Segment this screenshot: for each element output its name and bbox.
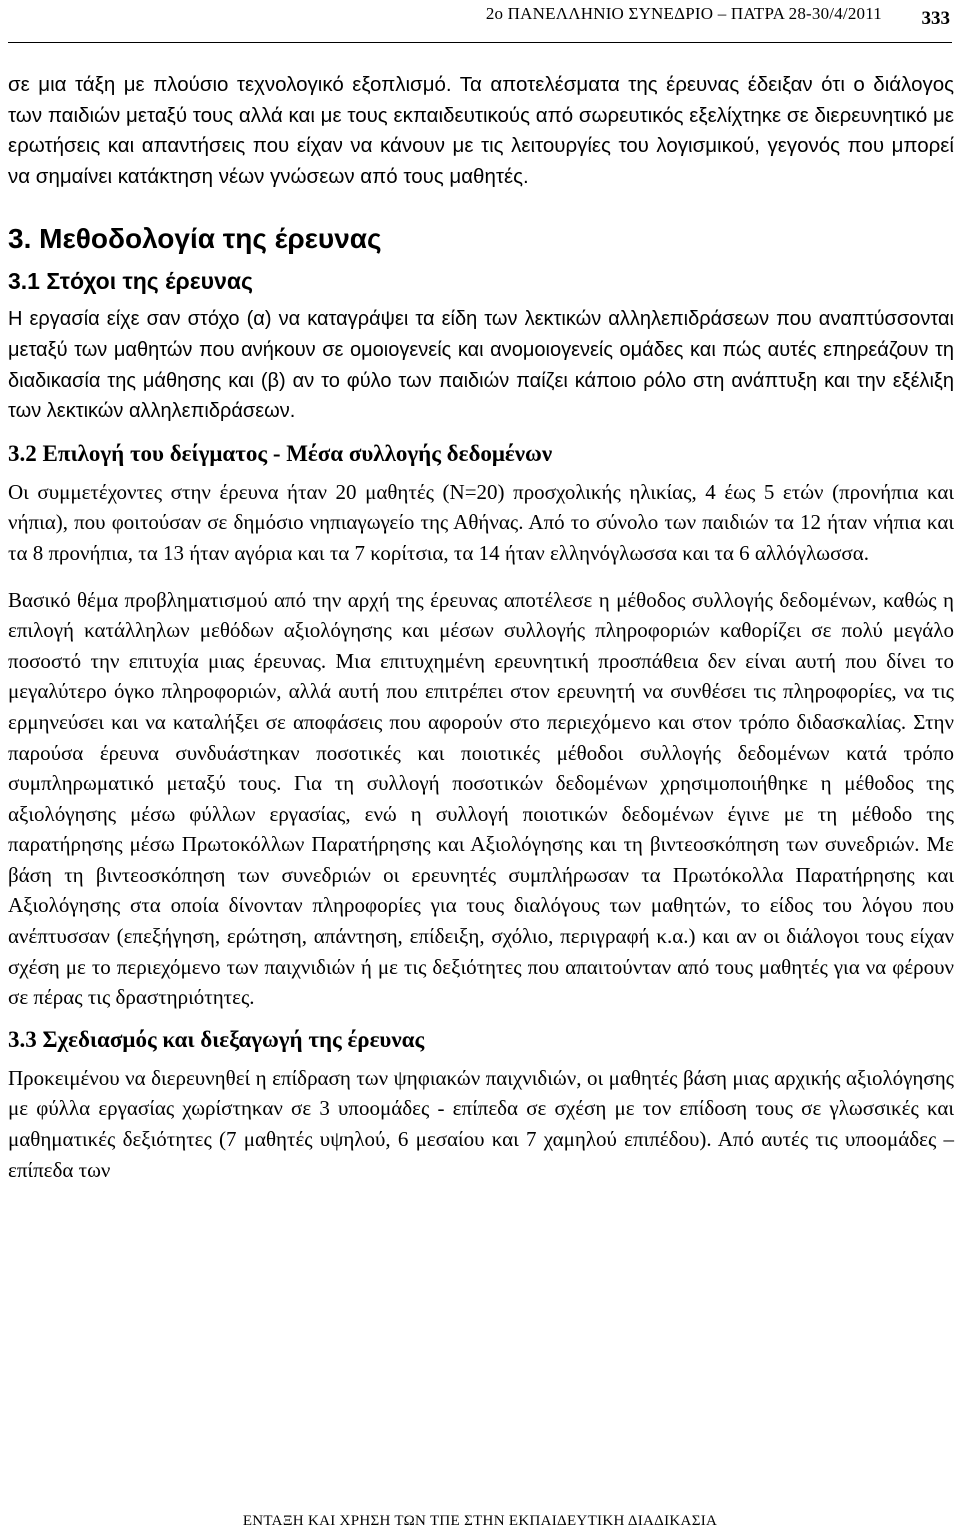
section-3-3-paragraph: Προκειμένου να διερευνηθεί η επίδραση των ψηφιακών παιχνιδιών, οι μαθητές βάση μιας αρχικής αξιολόγησης με φύλλα εργασίας χωρίστηκαν σε 3 υποομάδες - επίπεδα σε σχέση με τον επίδοση τους σε γλωσσικές και μαθηματικές δεξιότητες (7 μαθητές υψηλού, 6 μεσαίου και 7 χαμηλού επιπέδου). Από αυτές τις υποομάδες – επίπεδα των: [8, 1065, 954, 1182]
section-3-2-paragraph-1: Οι συμμετέχοντες στην έρευνα ήταν 20 μαθητές (Ν=20) προσχολικής ηλικίας, 4 έως 5 ετών (προνήπια και νήπια), που φοιτούσαν σε δημόσιο νηπιαγωγείο της Αθήνας. Από το σύνολο των παιδιών τα 12 ήταν νήπια και τα 8 προνήπια, τα 13 ήταν αγόρια και τα 7 κορίτσια, τα 14 ήταν ελληνόγλωσσα και τα 6 αλλόγλωσσα.: [8, 479, 954, 565]
conference-title: 2ο ΠΑΝΕΛΛΗΝΙΟ ΣΥΝΕΔΡΙΟ – ΠΑΤΡΑ 28-30/4/2011: [485, 4, 882, 23]
running-header: [8, 0, 952, 43]
section-3-1-paragraph: Η εργασία είχε σαν στόχο (α) να καταγράψει τα είδη των λεκτικών αλληλεπιδράσεων που αναπτύσσονται μεταξύ των μαθητών που ανήκουν σε ομοιογενείς και ανομοιογενείς ομάδες και πώς αυτές επηρεάζουν τη διαδικασία της μάθησης και (β) αν το φύλο των παιδιών παίζει κάποιο ρόλο στη ανάπτυξη και την εξέλιξη των λεκτικών αλληλεπιδράσεων.: [8, 308, 954, 423]
section-3-1-heading: 3.1 Στόχοι της έρευνας: [8, 268, 253, 295]
section-3-2-heading: 3.2 Επιλογή του δείγματος - Μέσα συλλογής δεδομένων: [8, 440, 553, 466]
intro-paragraph: σε μια τάξη με πλούσιο τεχνολογικό εξοπλισμό. Τα αποτελέσματα της έρευνας έδειξαν ότι ο διάλογος των παιδιών μεταξύ τους αλλά και με τους εκπαιδευτικούς από σωρευτικός εξελίχτηκε σε διερευνητικό με ερωτήσεις και απαντήσεις που είχαν να κάνουν με τις λειτουργίες του λογισμικού, γεγονός που μπορεί να σημαίνει κατάκτηση νέων γνώσεων από τους μαθητές.: [8, 73, 954, 188]
section-3-2-paragraph-2: Βασικό θέμα προβληματισμού από την αρχή της έρευνας αποτέλεσε η μέθοδος συλλογής δεδομένων, καθώς η επιλογή κατάλληλων μεθόδων αξιολόγησης και μέσων συλλογής πληροφοριών καθορίζει σε πολύ μεγάλο ποσοστό την επιτυχία μιας έρευνας. Μια επιτυχημένη ερευνητική προσπάθεια δεν είναι αυτή που δίνει το μεγαλύτερο όγκο πληροφοριών, αλλά αυτή που επιτρέπει στον ερευνητή να συνθέσει τις πληροφορίες, να τις ερμηνεύσει και να καταλήξει σε αποφάσεις που αφορούν στο περιεχόμενο και στον τρόπο διδασκαλίας. Στην παρούσα έρευνα συνδυάστηκαν ποσοτικές και ποιοτικές μέθοδοι συλλογής δεδομένων κατά τρόπο συμπληρωματικό μεταξύ τους. Για τη συλλογή ποσοτικών δεδομένων χρησιμοποιήθηκε η μέθοδος της αξιολόγησης μέσω φύλλων εργασίας, ενώ η συλλογή ποιοτικών δεδομένων έγινε με τη μέθοδο της παρατήρησης μέσω Πρωτοκόλλων Παρατήρησης και Αξιολόγησης και τη βιντεοσκόπηση των συνεδριών. Με βάση τη βιντεοσκόπηση των συνεδριών οι ερευνητές συμπλήρωσαν τα Πρωτόκολλα Παρατήρησης και Αξιολόγησης στα οποία δίνονταν πληροφορίες για τους διαλόγους των μαθητών, το είδος του λόγου που ανέπτυσσαν (επεξήγηση, ερώτηση, απάντηση, επίδειξη, σχόλιο, περιγραφή κ.α.) και αν οι διάλογοι τους είχαν σχέση με το περιεχόμενο των παιχνιδιών ή με τις δεξιότητες που απαιτούνταν από τους μαθητές για να φέρουν σε πέρας τις δραστηριότητες.: [8, 587, 954, 1010]
body-text: [8, 70, 954, 1185]
section-3-3-heading: 3.3 Σχεδιασμός και διεξαγωγή της έρευνας: [8, 1026, 425, 1052]
section-3-heading: 3. Μεθοδολογία της έρευνας: [8, 223, 382, 255]
page-number: 333: [921, 8, 950, 29]
running-footer: ΕΝΤΑΞΗ ΚΑΙ ΧΡΗΣΗ ΤΩΝ ΤΠΕ ΣΤΗΝ ΕΚΠΑΙΔΕΥΤΙΚΗ ΔΙΑΔΙΚΑΣΙΑ: [242, 1513, 718, 1529]
